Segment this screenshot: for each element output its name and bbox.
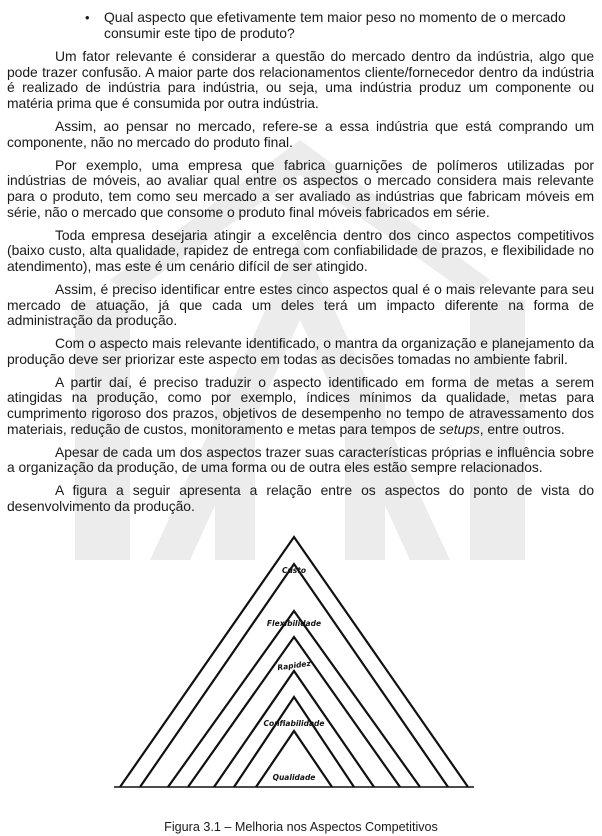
label-qualidade: Qualidade <box>272 773 316 782</box>
paragraph: Assim, é preciso identificar entre estes cinco aspectos qual é o mais relevante para seu mercado de atuação, já que cada um deles terá um impacto diferente na forma de administração da produção. <box>7 280 594 329</box>
bullet-text: Qual aspecto que efetivamente tem maior peso no momento de o mercado consumir este tipo de produto? <box>104 9 566 41</box>
figure-caption: Figura 3.1 – Melhoria nos Aspectos Competitivos <box>164 820 438 834</box>
competitive-aspects-pyramid <box>110 533 490 793</box>
paragraph-text: A partir daí, é preciso traduzir o aspecto identificado em forma de metas a serem atingidas na produção, como por exemplo, índices mínimos da qualidade, metas para cumprimento rigoroso dos prazos, objetivos de desempenho no tempo de atravessamento dos materiais, redução de custos, monitoramento e metas para tempos de <box>7 373 594 437</box>
paragraph-text: , entre outros. <box>479 420 565 437</box>
paragraph: A figura a seguir apresenta a relação entre os aspectos do ponto de vista do desenvolvimento da produção. <box>7 482 594 515</box>
bullet-item <box>7 10 594 41</box>
paragraph: Assim, ao pensar no mercado, refere-se a essa indústria que está comprando um componente, não no mercado do produto final. <box>7 118 594 150</box>
triangle-custo-inner <box>140 564 448 787</box>
paragraph-metas <box>7 375 594 437</box>
triangle-flexibilidade-inner <box>188 637 400 787</box>
label-flexibilidade: Flexibilidade <box>266 619 322 628</box>
paragraph: Toda empresa desejaria atingir a excelência dentro dos cinco aspectos competitivos (baixo custo, alta qualidade, rapidez de entrega com confiabilidade de prazos, e flexibilidade no atendimento), mas este é um cenário difícil de ser atingido. <box>7 226 594 274</box>
paragraph: Apesar de cada um dos aspectos trazer suas características próprias e influência sobre a organização da produção, de uma forma ou de outra eles estão sempre relacionados. <box>7 443 594 476</box>
label-rapidez: Rapidez <box>276 658 312 673</box>
paragraph: Com o aspecto mais relevante identificado, o mantra da organização e planejamento da produção deve ser priorizar este aspecto em todas as decisões tomadas no ambiente fabril. <box>7 335 594 367</box>
setups-term: setups <box>439 420 480 437</box>
bullet-icon: • <box>85 10 90 25</box>
paragraph: Um fator relevante é considerar a questão do mercado dentro da indústria, algo que pode trazer confusão. A maior parte dos relacionamentos cliente/fornecedor dentro da indústria é realizado de indústria para indústria, ou seja, uma indústria produz um componente ou matéria prima que é consumida por outra indústria. <box>7 48 594 111</box>
label-confiabilidade: Confiabilidade <box>263 719 325 728</box>
paragraph: Por exemplo, uma empresa que fabrica guarnições de polímeros utilizadas por indústrias de móveis, ao avaliar qual entre os aspectos o mercado considera mais relevante para o produto, tem como seu mercado a ser avaliado as indústrias que fabricam móveis em série, não o mercado que consome o produto final móveis fabricados em série. <box>7 156 594 220</box>
label-custo: Custo <box>281 566 307 575</box>
